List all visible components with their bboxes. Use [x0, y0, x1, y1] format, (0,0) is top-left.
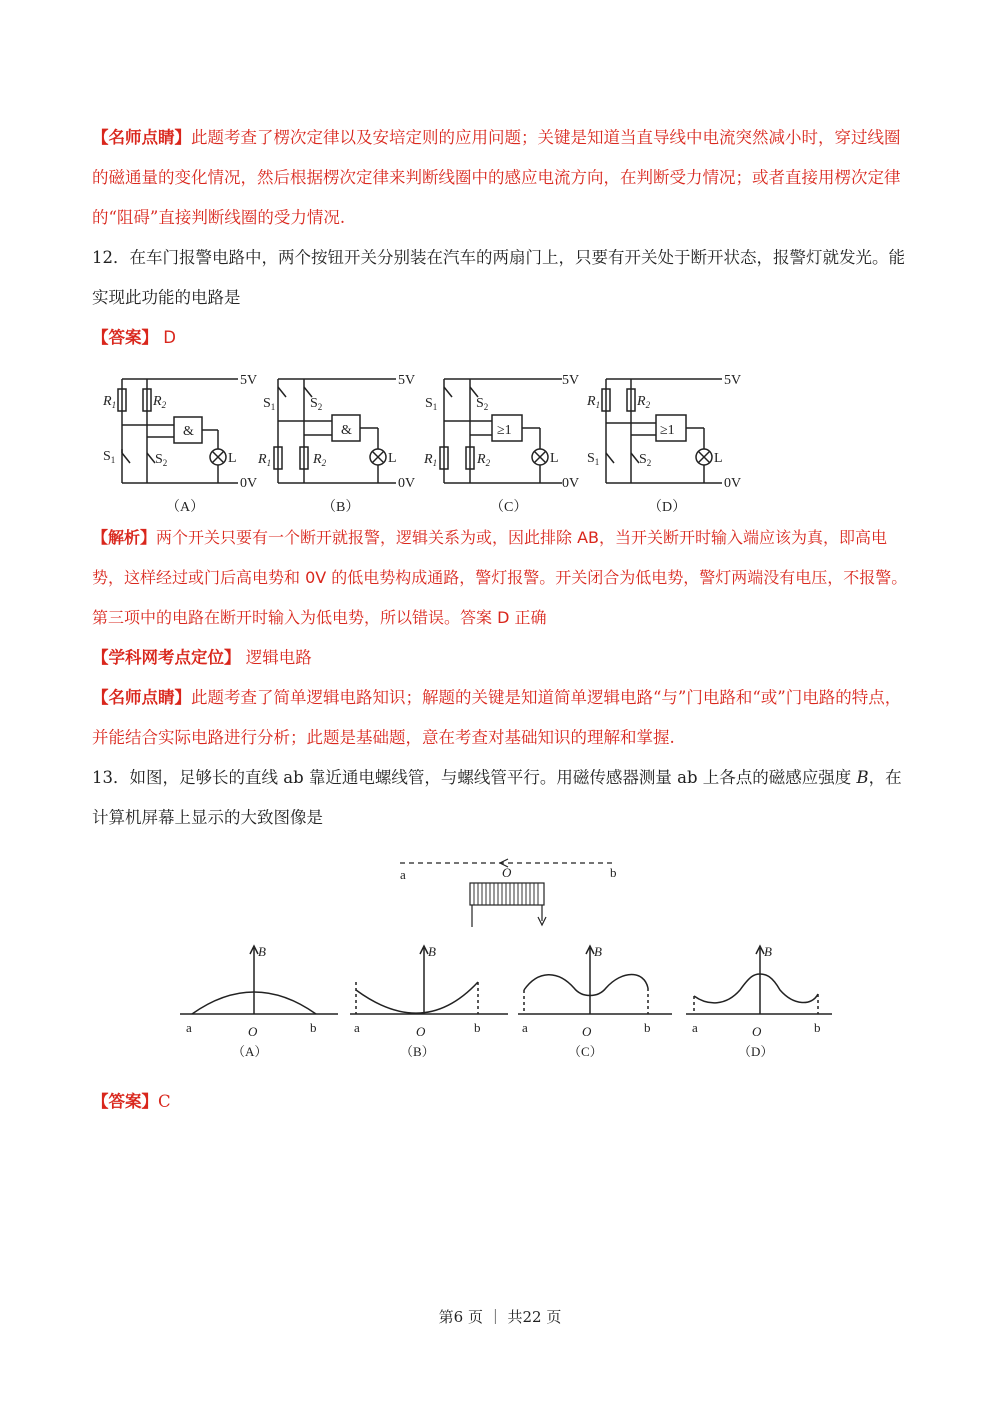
- graph-caption-d: （D）: [738, 1044, 774, 1059]
- label-r2-b: $R_2$: [313, 452, 327, 468]
- label-o-top: O: [502, 865, 512, 880]
- label-5v-c: 5V: [562, 373, 580, 388]
- label-s1-a: $S_1$: [103, 449, 116, 465]
- kp-tag: 【学科网考点定位】: [92, 648, 241, 667]
- graph-a-label-o: O: [248, 1024, 258, 1039]
- question-13-text-b: ，在计算机屏幕上显示的大致图像是: [92, 768, 902, 827]
- label-5v-d: 5V: [724, 373, 742, 388]
- graph-b-label-a: a: [354, 1020, 360, 1035]
- analysis-12: [92, 518, 912, 638]
- solenoid-figure: [390, 855, 630, 935]
- question-13-text-a: 13．如图，足够长的直线 ab 靠近通电螺线管，与螺线管平行。用磁传感器测量 ab 上各点的磁感应强度: [92, 768, 857, 787]
- label-s2-d: $S_2$: [639, 452, 652, 468]
- tip-text-1: 此题考查了楞次定律以及安培定则的应用问题；关键是知道当直导线中电流突然减小时，穿过线圈的磁通量的变化情况，然后根据楞次定律来判断线圈中的感应电流方向，在判断受力情况；或者直接用楞次定律的“阻碍”直接判断线圈的受力情况.: [92, 128, 901, 227]
- caption-b: （B）: [322, 500, 360, 515]
- or-gate-d: ≥1: [660, 423, 675, 438]
- tip-tag-1: 【名师点睛】: [92, 128, 191, 147]
- label-0v-d: 0V: [724, 476, 742, 491]
- graph-b-label-o: O: [416, 1024, 426, 1039]
- axis-b-c: B: [594, 944, 602, 959]
- answer-12: [92, 318, 912, 358]
- label-s2-b: $S_2$: [310, 396, 323, 412]
- axis-b-a: B: [258, 944, 266, 959]
- label-r2-a: $R_2$: [153, 394, 167, 410]
- page-footer: 第6 页 ｜ 共22 页: [438, 1308, 562, 1326]
- kp-text: 逻辑电路: [245, 648, 312, 667]
- graph-caption-b: （B）: [400, 1044, 435, 1059]
- label-r2-d: $R_2$: [637, 394, 651, 410]
- caption-a: （A）: [166, 500, 205, 515]
- label-b-top: b: [610, 865, 617, 880]
- b-symbol: B: [856, 768, 869, 787]
- circuit-diagrams: [100, 365, 760, 520]
- label-0v-b: 0V: [398, 476, 416, 491]
- answer-tag-13: 【答案】: [92, 1092, 158, 1111]
- label-5v-a: 5V: [240, 373, 258, 388]
- answer-tag-12: 【答案】: [92, 328, 158, 347]
- tip-tag-2: 【名师点睛】: [92, 688, 191, 707]
- and-gate-a: &: [183, 424, 194, 439]
- axis-b-b: B: [428, 944, 436, 959]
- question-12: 12．在车门报警电路中，两个按钮开关分别装在汽车的两扇门上，只要有开关处于断开状态，报警灯就发光。能实现此功能的电路是: [92, 248, 905, 307]
- and-gate-b: &: [341, 423, 352, 438]
- lamp-label-c: L: [550, 451, 559, 466]
- graph-d-label-b: b: [814, 1020, 821, 1035]
- label-s1-b: $S_1$: [263, 396, 276, 412]
- label-r1-d: $R_1$: [587, 394, 601, 410]
- axis-b-d: B: [764, 944, 772, 959]
- label-r1-c: $R_1$: [424, 452, 438, 468]
- analysis-text: 两个开关只要有一个断开就报警，逻辑关系为或，因此排除 AB，当开关断开时输入端应该为真，即高电势，这样经过或门后高电势和 0V 的低电势构成通路，警灯报警。开关闭合为低电势，警灯两端没有电压，不报警。第三项中的电路在断开时输入为低电势，所以错误。答案 D 正确: [92, 528, 908, 627]
- graph-a-label-a: a: [186, 1020, 192, 1035]
- label-s1-d: $S_1$: [587, 451, 600, 467]
- graph-d-label-a: a: [692, 1020, 698, 1035]
- or-gate-c: ≥1: [497, 423, 512, 438]
- analysis-tag: 【解析】: [92, 528, 157, 547]
- label-0v-c: 0V: [562, 476, 580, 491]
- knowledge-point-12: [92, 638, 912, 678]
- question-13: [92, 758, 912, 838]
- label-0v-a: 0V: [240, 476, 258, 491]
- b-field-graphs: [178, 940, 838, 1065]
- graph-a-label-b: b: [310, 1020, 317, 1035]
- lamp-label-a: L: [228, 451, 237, 466]
- graph-d-label-o: O: [752, 1024, 762, 1039]
- caption-c: （C）: [490, 500, 528, 515]
- tip-block-2: [92, 678, 912, 758]
- answer-13: [92, 1082, 912, 1122]
- graph-b-label-b: b: [474, 1020, 481, 1035]
- graph-c-label-o: O: [582, 1024, 592, 1039]
- tip-text-2: 此题考查了简单逻辑电路知识；解题的关键是知道简单逻辑电路“与”门电路和“或”门电路的特点，并能结合实际电路进行分析；此题是基础题，意在考查对基础知识的理解和掌握.: [92, 688, 902, 747]
- label-r1-a: $R_1$: [103, 394, 117, 410]
- label-5v-b: 5V: [398, 373, 416, 388]
- caption-d: （D）: [648, 500, 687, 515]
- label-r2-c: $R_2$: [477, 452, 491, 468]
- answer-value-12: D: [163, 328, 176, 347]
- graph-caption-c: （C）: [568, 1044, 603, 1059]
- graph-caption-a: （A）: [232, 1044, 268, 1059]
- lamp-label-d: L: [714, 451, 723, 466]
- tip-block-1: [92, 118, 912, 238]
- label-a-top: a: [400, 867, 406, 882]
- label-r1-b: $R_1$: [258, 452, 272, 468]
- label-s1-c: $S_1$: [425, 396, 438, 412]
- label-s2-a: $S_2$: [155, 452, 168, 468]
- lamp-label-b: L: [388, 451, 397, 466]
- label-s2-c: $S_2$: [476, 396, 489, 412]
- graph-c-label-a: a: [522, 1020, 528, 1035]
- answer-value-13: C: [158, 1092, 171, 1111]
- graph-c-label-b: b: [644, 1020, 651, 1035]
